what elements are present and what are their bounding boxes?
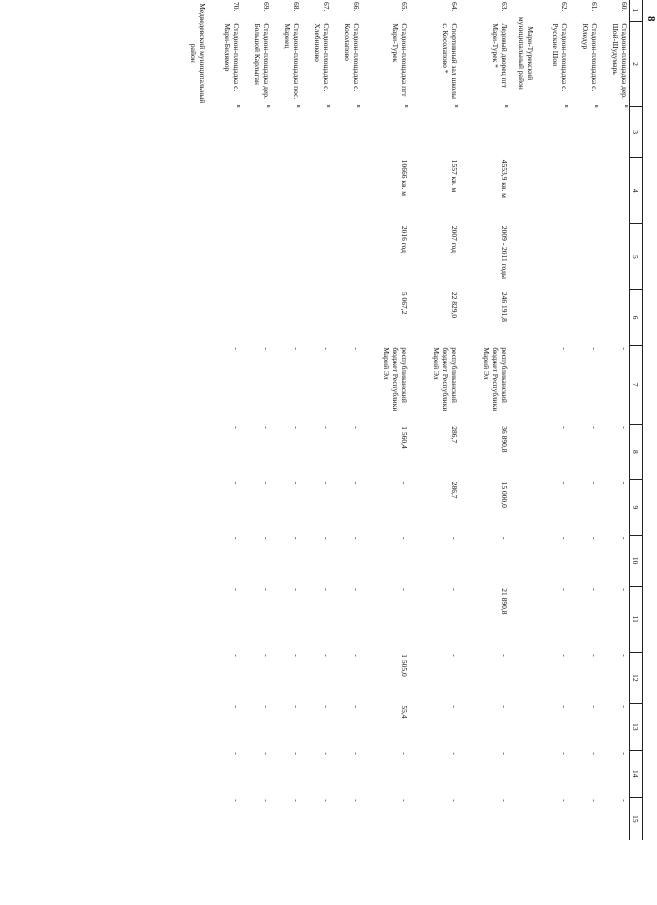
cell-col-8: - [352, 426, 361, 429]
cell-col-10: - [292, 537, 301, 540]
marker: в [235, 104, 241, 108]
cell-col-12: - [322, 654, 331, 657]
cell-col-14: - [450, 752, 459, 755]
table-row [361, 0, 409, 840]
marker: в [355, 104, 361, 108]
cell-col-5 [331, 224, 361, 290]
cell-col-7: - [322, 347, 331, 350]
cell-col-15: - [620, 799, 629, 802]
empty-cell [539, 104, 569, 158]
cell-col-13: - [590, 705, 599, 708]
section-subheading-row [181, 0, 211, 840]
cell-col-11: 21 890,8 [500, 588, 509, 615]
cell-col-6 [301, 290, 331, 345]
empty-cell [459, 104, 509, 158]
empty-cell [301, 104, 331, 158]
cell-col-13: - [500, 705, 509, 708]
facility-name-text: Стадион-площадка с. Юледур [581, 23, 599, 92]
cell-col-14: - [352, 752, 361, 755]
cell-col-7: - [232, 347, 241, 350]
cell-col-14: - [232, 752, 241, 755]
cell-col-11: - [232, 588, 241, 591]
cell-col-11: - [400, 588, 409, 591]
empty-cell [509, 107, 539, 840]
cell-col-9: 15 000,0 [500, 481, 509, 508]
cell-col-9: - [322, 481, 331, 485]
cell-col-10: - [620, 537, 629, 540]
cell-col-6: 22 829,0 [450, 291, 459, 319]
cell-col-13: - [450, 705, 459, 708]
cell-col-11: - [322, 588, 331, 591]
facility-name [539, 21, 569, 106]
column-header-11: 11 [630, 586, 643, 652]
cell-col-8: - [322, 426, 331, 429]
row-number: 62. [560, 2, 569, 12]
cell-col-15: - [590, 799, 599, 802]
cell-col-6 [569, 290, 599, 345]
marker: в [295, 104, 301, 108]
empty-cell [241, 104, 271, 158]
column-header-4: 4 [630, 158, 643, 224]
cell-col-12: - [500, 654, 509, 657]
cell-col-4: 1557 кв. м [450, 159, 459, 193]
row-number: 70. [232, 2, 241, 12]
cell-col-9: - [620, 481, 629, 485]
table-row [301, 0, 331, 840]
facility-name-text: Стадион-площадка с. Косолапово [343, 23, 361, 92]
empty-cell [271, 104, 301, 158]
cell-col-4 [241, 158, 271, 224]
facility-name [599, 21, 630, 106]
cell-col-9: 286,7 [450, 481, 459, 499]
cell-col-12: - [590, 654, 599, 657]
cell-col-4 [211, 158, 241, 224]
cell-col-6: 246 191,8 [500, 291, 509, 322]
cell-col-11: - [352, 588, 361, 591]
cell-col-15: - [352, 799, 361, 802]
facility-name [271, 21, 301, 106]
row-number: 66. [352, 2, 361, 12]
cell-col-5: 2007 год [450, 225, 459, 253]
cell-col-15: - [262, 799, 271, 802]
cell-col-13: - [322, 705, 331, 708]
section-subheading: Мари-Турекский муниципальный район [517, 16, 535, 90]
table-body [181, 0, 630, 840]
cell-col-5 [271, 224, 301, 290]
cell-col-7: республиканский бюджет Республики Марий Эл [382, 347, 409, 412]
cell-col-13: - [560, 705, 569, 708]
cell-col-12: - [292, 654, 301, 657]
cell-col-10: - [322, 537, 331, 540]
cell-col-6 [241, 290, 271, 345]
page-number: 8 [645, 16, 657, 22]
empty-cell [599, 104, 630, 158]
column-header-7: 7 [630, 345, 643, 424]
row-number: 69. [262, 2, 271, 12]
section-subheading: Медведевский муниципальный район [189, 3, 207, 104]
cell-col-7: - [590, 347, 599, 350]
table-row [569, 0, 599, 840]
cell-col-8: - [620, 426, 629, 429]
cell-col-10: - [560, 537, 569, 540]
cell-col-8: - [590, 426, 599, 429]
cell-col-14: - [620, 752, 629, 755]
cell-col-13: - [292, 705, 301, 708]
row-number: 60. [620, 2, 629, 12]
cell-col-11: - [262, 588, 271, 591]
table-row [459, 0, 509, 840]
cell-col-8: - [560, 426, 569, 429]
cell-col-14: - [400, 752, 409, 755]
facility-name-text: Ледовый дворец пгт Мари-Турек * [491, 23, 509, 89]
cell-col-6 [211, 290, 241, 345]
column-header-14: 14 [630, 750, 643, 797]
facility-name [459, 21, 509, 106]
facility-name-text: Стадион-площадка дер. Шой-Шудумарь [611, 23, 629, 99]
cell-col-8: 286,7 [450, 426, 459, 444]
cell-col-5: 2009 - 2011 годы [500, 225, 509, 279]
facility-name [361, 21, 409, 106]
cell-col-10: - [590, 537, 599, 540]
cell-col-5 [301, 224, 331, 290]
column-header-9: 9 [630, 480, 643, 535]
facility-name [301, 21, 331, 106]
empty-cell [569, 104, 599, 158]
cell-col-4: 4553,9 кв. м [500, 159, 509, 198]
cell-col-5 [241, 224, 271, 290]
empty-cell [361, 104, 409, 158]
cell-col-13: - [232, 705, 241, 708]
cell-col-11: - [560, 588, 569, 591]
cell-col-12: - [560, 654, 569, 657]
cell-col-12: - [232, 654, 241, 657]
cell-col-14: - [322, 752, 331, 755]
cell-col-8: - [292, 426, 301, 429]
data-table [181, 0, 643, 840]
cell-col-4 [599, 158, 630, 224]
cell-col-15: - [400, 799, 409, 802]
cell-col-9: - [400, 481, 409, 485]
facility-name-text: Стадион-площадка с. Мари-Билямор [223, 23, 241, 92]
cell-col-13: - [352, 705, 361, 708]
column-header-15: 15 [630, 797, 643, 840]
cell-col-7: республиканский бюджет Республики Марий Эл [432, 347, 459, 412]
marker: в [593, 104, 599, 108]
cell-col-8: 1 560,4 [400, 426, 409, 449]
cell-col-6 [539, 290, 569, 345]
section-subheading-row [509, 0, 539, 840]
cell-col-4 [301, 158, 331, 224]
cell-col-8: - [232, 426, 241, 429]
row-number: 65. [400, 2, 409, 12]
cell-col-9: - [232, 481, 241, 485]
cell-col-14: - [500, 752, 509, 755]
cell-col-8: 36 890,8 [500, 426, 509, 453]
empty-cell [181, 107, 211, 840]
cell-col-6: 5 067,2 [400, 291, 409, 315]
empty-cell [331, 104, 361, 158]
cell-col-4 [569, 158, 599, 224]
table-row [331, 0, 361, 840]
table-row [599, 0, 630, 840]
marker: в [325, 104, 331, 108]
cell-col-15: - [292, 799, 301, 802]
header-row [630, 0, 643, 840]
table-row [241, 0, 271, 840]
cell-col-14: - [262, 752, 271, 755]
cell-col-6 [271, 290, 301, 345]
rotated-page [98, 0, 643, 840]
cell-col-10: - [450, 537, 459, 540]
column-header-12: 12 [630, 652, 643, 703]
empty-cell [409, 104, 459, 158]
cell-col-12: - [262, 654, 271, 657]
cell-col-12: - [450, 654, 459, 657]
row-number: 67. [322, 2, 331, 12]
cell-col-5 [211, 224, 241, 290]
cell-col-7: - [262, 347, 271, 350]
facility-name [409, 21, 459, 106]
table-row [409, 0, 459, 840]
cell-col-13: - [620, 705, 629, 708]
column-header-3: 3 [630, 107, 643, 158]
cell-col-9: - [560, 481, 569, 485]
cell-col-14: - [590, 752, 599, 755]
cell-col-12: 1 505,0 [400, 654, 409, 677]
facility-name-text: Спортивный зал школы с. Косолапово * [441, 23, 459, 99]
marker: в [563, 104, 569, 108]
cell-col-5 [569, 224, 599, 290]
cell-col-15: - [450, 799, 459, 802]
cell-col-8: - [262, 426, 271, 429]
cell-col-15: - [232, 799, 241, 802]
table-row [539, 0, 569, 840]
cell-col-10: - [400, 537, 409, 540]
facility-name [569, 21, 599, 106]
cell-col-6 [331, 290, 361, 345]
facility-name-text: Стадион-площадка с. Русские Шои [551, 23, 569, 92]
column-header-1: 1 [630, 0, 643, 21]
column-header-8: 8 [630, 424, 643, 479]
cell-col-9: - [590, 481, 599, 485]
cell-col-13: - [262, 705, 271, 708]
marker: в [453, 104, 459, 108]
facility-name [331, 21, 361, 106]
cell-col-11: - [590, 588, 599, 591]
row-number: 64. [450, 2, 459, 12]
column-header-5: 5 [630, 224, 643, 290]
table-row [271, 0, 301, 840]
cell-col-10: - [232, 537, 241, 540]
facility-name-text: Стадион-площадка пос. Мариец [283, 23, 301, 100]
cell-col-7: - [560, 347, 569, 350]
cell-col-7: республиканский бюджет Республики Марий Эл [482, 347, 509, 412]
cell-col-15: - [500, 799, 509, 802]
cell-col-9: - [352, 481, 361, 485]
cell-col-14: - [560, 752, 569, 755]
cell-col-7: - [292, 347, 301, 350]
cell-col-6 [599, 290, 630, 345]
cell-col-13: 55,4 [400, 705, 409, 719]
cell-col-14: - [292, 752, 301, 755]
cell-col-4 [271, 158, 301, 224]
facility-name-text: Стадион-площадка дер. Большой Карлыган [253, 23, 271, 99]
cell-col-4 [539, 158, 569, 224]
cell-col-7: - [352, 347, 361, 350]
marker: в [623, 104, 629, 108]
cell-col-9: - [292, 481, 301, 485]
cell-col-10: - [352, 537, 361, 540]
cell-col-5 [539, 224, 569, 290]
column-header-10: 10 [630, 535, 643, 586]
column-header-13: 13 [630, 703, 643, 750]
cell-col-4 [331, 158, 361, 224]
cell-col-10: - [500, 537, 509, 540]
cell-col-10: - [262, 537, 271, 540]
cell-col-12: - [352, 654, 361, 657]
table-row [211, 0, 241, 840]
cell-col-11: - [620, 588, 629, 591]
facility-name [241, 21, 271, 106]
cell-col-11: - [292, 588, 301, 591]
cell-col-12: - [620, 654, 629, 657]
cell-col-9: - [262, 481, 271, 485]
facility-name-text: Стадион-площадка с. Хлебниково [313, 23, 331, 92]
facility-name [211, 21, 241, 106]
column-header-6: 6 [630, 290, 643, 345]
marker: в [265, 104, 271, 108]
marker: в [403, 104, 409, 108]
empty-cell [211, 104, 241, 158]
row-number: 61. [590, 2, 599, 12]
row-number: 68. [292, 2, 301, 12]
cell-col-4: 10666 кв. м [400, 159, 409, 197]
row-number: 63. [500, 2, 509, 12]
cell-col-7: - [620, 347, 629, 350]
facility-name-text: Стадион-площадка пгт Мари-Турек [391, 23, 409, 97]
column-header-2: 2 [630, 21, 643, 106]
cell-col-5 [599, 224, 630, 290]
cell-col-5: 2016 год [400, 225, 409, 253]
cell-col-15: - [322, 799, 331, 802]
cell-col-15: - [560, 799, 569, 802]
cell-col-11: - [450, 588, 459, 591]
marker: в [503, 104, 509, 108]
